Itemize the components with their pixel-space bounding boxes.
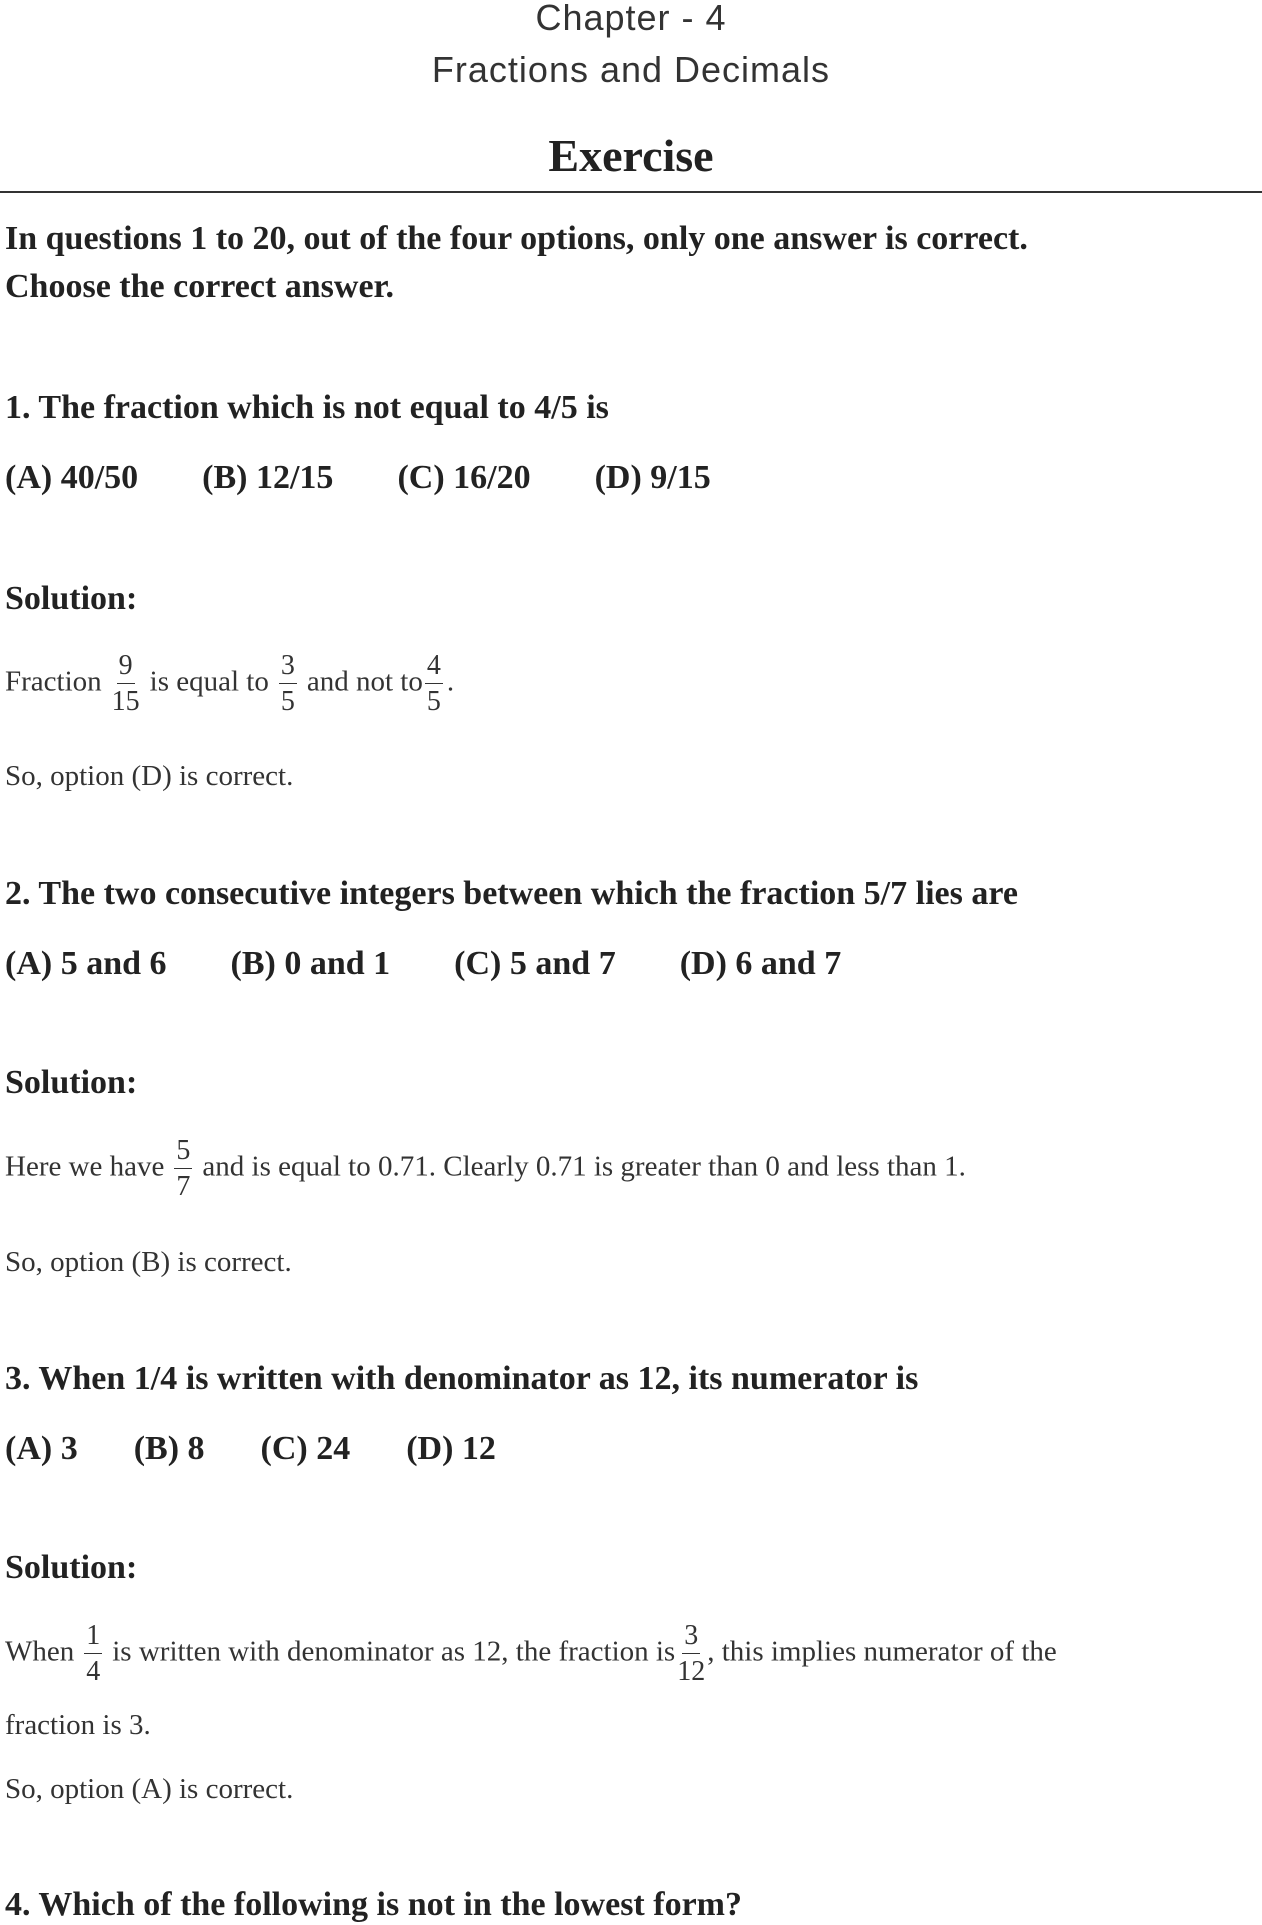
denominator: 5	[280, 686, 295, 717]
option-d: (D) 9/15	[594, 459, 711, 496]
solution-3-text-cont: fraction is 3.	[5, 1709, 151, 1741]
text: Here we have	[5, 1150, 165, 1183]
denominator: 4	[86, 1656, 101, 1687]
option-b: (B) 8	[133, 1430, 205, 1467]
fraction	[174, 1137, 192, 1201]
divider	[0, 191, 1262, 193]
option-a: (A) 3	[5, 1430, 78, 1467]
intro-line-2: Choose the correct answer.	[5, 268, 395, 305]
option-c: (C) 16/20	[397, 459, 531, 496]
solution-1-text	[5, 652, 454, 716]
fraction	[84, 1622, 102, 1686]
solution-3-text	[5, 1622, 1057, 1686]
question-2-options	[5, 947, 905, 981]
question-2: 2. The two consecutive integers between which the fraction 5/7 lies are	[5, 875, 1018, 912]
chapter-title: Fractions and Decimals	[431, 49, 831, 90]
intro-line-1: In questions 1 to 20, out of the four options, only one answer is correct.	[5, 220, 1028, 257]
fraction	[677, 1622, 705, 1686]
solution-3-label: Solution:	[5, 1549, 138, 1586]
text: and is equal to 0.71. Clearly 0.71 is greater than 0 and less than 1.	[202, 1150, 966, 1183]
text: When	[5, 1635, 75, 1668]
option-a: (A) 5 and 6	[5, 945, 167, 982]
fraction	[279, 652, 297, 716]
solution-3-conclusion: So, option (A) is correct.	[5, 1773, 294, 1805]
denominator: 7	[176, 1171, 191, 1202]
denominator: 5	[426, 686, 441, 717]
chapter-number: Chapter - 4	[535, 0, 727, 38]
denominator: 15	[111, 686, 140, 717]
question-3: 3. When 1/4 is written with denominator as 12, its numerator is	[5, 1360, 919, 1397]
option-b: (B) 12/15	[202, 459, 334, 496]
option-c: (C) 5 and 7	[454, 945, 616, 982]
solution-2-text	[5, 1137, 966, 1201]
numerator: 1	[84, 1622, 102, 1654]
option-b: (B) 0 and 1	[230, 945, 391, 982]
question-4: 4. Which of the following is not in the lowest form?	[5, 1886, 742, 1923]
question-1-options	[5, 461, 775, 495]
option-d: (D) 6 and 7	[679, 945, 842, 982]
solution-2-label: Solution:	[5, 1064, 138, 1101]
option-c: (C) 24	[260, 1430, 351, 1467]
text: is equal to	[149, 665, 269, 698]
option-a: (A) 40/50	[5, 459, 139, 496]
solution-1-label: Solution:	[5, 580, 138, 617]
solution-2-conclusion: So, option (B) is correct.	[5, 1246, 292, 1278]
question-1: 1. The fraction which is not equal to 4/5 is	[5, 389, 609, 426]
numerator: 3	[279, 652, 297, 684]
section-title: Exercise	[548, 130, 714, 181]
text: Fraction	[5, 665, 102, 698]
option-d: (D) 12	[406, 1430, 496, 1467]
fraction	[425, 652, 443, 716]
numerator: 3	[682, 1622, 700, 1654]
text: is written with denominator as 12, the fraction is	[112, 1635, 676, 1668]
solution-1-conclusion: So, option (D) is correct.	[5, 760, 294, 792]
numerator: 4	[425, 652, 443, 684]
denominator: 12	[677, 1656, 706, 1687]
text: and not to	[306, 665, 423, 698]
numerator: 9	[117, 652, 135, 684]
numerator: 5	[174, 1137, 192, 1169]
fraction	[112, 652, 140, 716]
text: , this implies numerator of the	[707, 1635, 1057, 1668]
text: .	[446, 665, 455, 698]
question-3-options	[5, 1432, 560, 1466]
